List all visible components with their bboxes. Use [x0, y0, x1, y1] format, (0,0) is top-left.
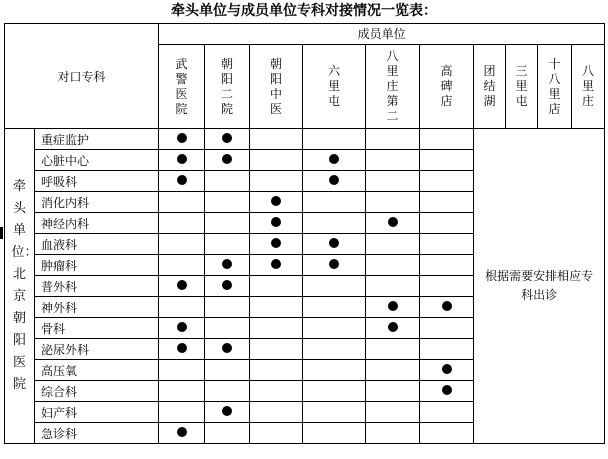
docking-dot-icon	[271, 217, 281, 227]
docking-dot-icon	[177, 343, 187, 353]
mark-cell	[303, 213, 366, 234]
department-name: 呼吸科	[35, 171, 159, 192]
mark-cell	[366, 297, 420, 318]
mark-cell	[205, 192, 250, 213]
mark-cell	[303, 276, 366, 297]
member-header	[506, 45, 538, 129]
department-name: 神经内科	[35, 213, 159, 234]
docking-dot-icon	[222, 343, 232, 353]
margin-mark	[0, 227, 3, 239]
mark-cell	[159, 381, 205, 402]
mark-cell	[420, 402, 474, 423]
member-header	[474, 45, 506, 129]
department-name: 心脏中心	[35, 150, 159, 171]
mark-cell	[303, 234, 366, 255]
docking-dot-icon	[442, 301, 452, 311]
mark-cell	[366, 423, 420, 444]
mark-cell	[205, 129, 250, 150]
docking-dot-icon	[177, 322, 187, 332]
member-header	[303, 45, 366, 129]
docking-dot-icon	[442, 364, 452, 374]
docking-dot-icon	[177, 175, 187, 185]
mark-cell	[420, 276, 474, 297]
mark-cell	[303, 255, 366, 276]
mark-cell	[420, 318, 474, 339]
mark-cell	[366, 150, 420, 171]
mark-cell	[366, 276, 420, 297]
mark-cell	[205, 276, 250, 297]
mark-cell	[205, 423, 250, 444]
docking-dot-icon	[177, 154, 187, 164]
member-header	[420, 45, 474, 129]
docking-dot-icon	[177, 133, 187, 143]
mark-cell	[366, 234, 420, 255]
docking-dot-icon	[329, 259, 339, 269]
mark-cell	[303, 150, 366, 171]
department-name: 肿瘤科	[35, 255, 159, 276]
mark-cell	[420, 171, 474, 192]
table-row	[5, 129, 605, 150]
mark-cell	[420, 360, 474, 381]
mark-cell	[159, 402, 205, 423]
member-name: 朝阳中医	[270, 56, 283, 116]
mark-cell	[250, 129, 303, 150]
department-name: 消化内科	[35, 192, 159, 213]
docking-dot-icon	[329, 175, 339, 185]
department-name: 普外科	[35, 276, 159, 297]
mark-cell	[250, 381, 303, 402]
mark-cell	[250, 213, 303, 234]
mark-cell	[303, 192, 366, 213]
mark-cell	[420, 255, 474, 276]
mark-cell	[159, 318, 205, 339]
mark-cell	[205, 318, 250, 339]
mark-cell	[159, 192, 205, 213]
mark-cell	[420, 192, 474, 213]
mark-cell	[366, 381, 420, 402]
lead-unit-label: 牵头单位：北京朝阳医院	[11, 179, 38, 392]
mark-cell	[303, 381, 366, 402]
mark-cell	[250, 423, 303, 444]
mark-cell	[420, 129, 474, 150]
mark-cell	[250, 234, 303, 255]
department-name: 综合科	[35, 381, 159, 402]
docking-dot-icon	[222, 154, 232, 164]
mark-cell	[205, 360, 250, 381]
mark-cell	[303, 297, 366, 318]
mark-cell	[250, 276, 303, 297]
mark-cell	[420, 423, 474, 444]
mark-cell	[303, 318, 366, 339]
mark-cell	[205, 255, 250, 276]
mark-cell	[366, 192, 420, 213]
member-name: 八里庄第二	[386, 49, 399, 123]
mark-cell	[205, 339, 250, 360]
mark-cell	[159, 297, 205, 318]
mark-cell	[420, 213, 474, 234]
department-name: 急诊科	[35, 423, 159, 444]
member-name: 十八里店	[548, 56, 561, 116]
docking-dot-icon	[222, 406, 232, 416]
member-name: 八里庄	[582, 64, 595, 108]
docking-dot-icon	[388, 301, 398, 311]
docking-dot-icon	[177, 427, 187, 437]
mark-cell	[159, 150, 205, 171]
mark-cell	[420, 234, 474, 255]
mark-cell	[250, 150, 303, 171]
mark-cell	[303, 423, 366, 444]
department-name: 高压氧	[35, 360, 159, 381]
mark-cell	[303, 339, 366, 360]
member-header	[159, 45, 205, 129]
mark-cell	[303, 402, 366, 423]
dept-column-header: 对口专科	[5, 24, 159, 129]
page-title: 牵头单位与成员单位专科对接情况一览表：	[171, 3, 437, 19]
department-name: 泌尿外科	[35, 339, 159, 360]
mark-cell	[205, 171, 250, 192]
mark-cell	[366, 213, 420, 234]
member-header	[572, 45, 605, 129]
department-name: 血液科	[35, 234, 159, 255]
mark-cell	[250, 171, 303, 192]
member-name: 高碑店	[440, 64, 453, 108]
mark-cell	[159, 423, 205, 444]
mark-cell	[250, 255, 303, 276]
mark-cell	[205, 402, 250, 423]
docking-dot-icon	[271, 259, 281, 269]
member-header	[366, 45, 420, 129]
mark-cell	[303, 360, 366, 381]
docking-dot-icon	[329, 154, 339, 164]
mark-cell	[250, 360, 303, 381]
mark-cell	[303, 171, 366, 192]
docking-dot-icon	[271, 238, 281, 248]
mark-cell	[159, 339, 205, 360]
mark-cell	[159, 276, 205, 297]
mark-cell	[420, 150, 474, 171]
mark-cell	[250, 318, 303, 339]
mark-cell	[159, 213, 205, 234]
mark-cell	[159, 129, 205, 150]
mark-cell	[159, 360, 205, 381]
mark-cell	[250, 297, 303, 318]
department-name: 妇产科	[35, 402, 159, 423]
docking-dot-icon	[271, 196, 281, 206]
member-name: 朝阳二院	[221, 56, 234, 116]
mark-cell	[159, 171, 205, 192]
members-group-header: 成员单位	[159, 24, 605, 45]
department-name: 骨科	[35, 318, 159, 339]
mark-cell	[205, 150, 250, 171]
mark-cell	[205, 297, 250, 318]
mark-cell	[366, 318, 420, 339]
docking-dot-icon	[442, 385, 452, 395]
member-header	[205, 45, 250, 129]
docking-dot-icon	[329, 238, 339, 248]
mark-cell	[205, 381, 250, 402]
mark-cell	[366, 360, 420, 381]
mark-cell	[420, 297, 474, 318]
mark-cell	[366, 129, 420, 150]
mark-cell	[366, 339, 420, 360]
docking-dot-icon	[388, 217, 398, 227]
lead-unit-cell	[5, 129, 38, 444]
arrangement-note: 根据需要安排相应专科出诊	[474, 129, 605, 444]
mark-cell	[250, 402, 303, 423]
mark-cell	[420, 339, 474, 360]
mark-cell	[366, 402, 420, 423]
department-name: 重症监护	[35, 129, 159, 150]
member-name: 三里屯	[515, 64, 528, 108]
member-header	[538, 45, 572, 129]
member-name: 团结湖	[483, 64, 496, 108]
mark-cell	[420, 381, 474, 402]
member-name: 武警医院	[175, 56, 188, 116]
docking-dot-icon	[222, 259, 232, 269]
docking-dot-icon	[222, 133, 232, 143]
docking-dot-icon	[222, 280, 232, 290]
mark-cell	[250, 192, 303, 213]
mark-cell	[250, 339, 303, 360]
member-header	[250, 45, 303, 129]
mark-cell	[303, 129, 366, 150]
mark-cell	[159, 255, 205, 276]
department-name: 神外科	[35, 297, 159, 318]
docking-dot-icon	[177, 280, 187, 290]
mark-cell	[205, 213, 250, 234]
docking-dot-icon	[388, 322, 398, 332]
mark-cell	[366, 171, 420, 192]
mark-cell	[159, 234, 205, 255]
mark-cell	[366, 255, 420, 276]
docking-table	[4, 23, 605, 444]
mark-cell	[205, 234, 250, 255]
member-name: 六里屯	[328, 64, 341, 108]
